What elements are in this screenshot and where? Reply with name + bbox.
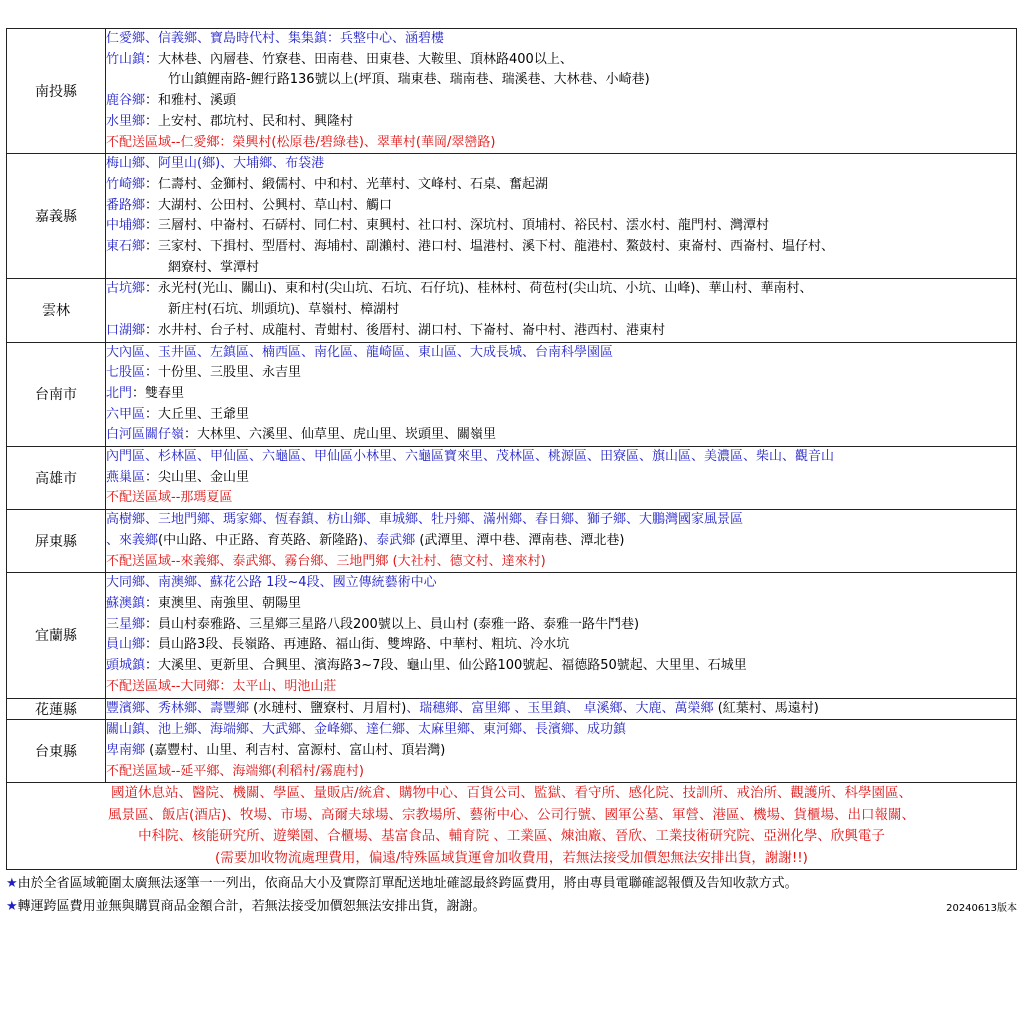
area-name: 東石鄉 [106, 239, 146, 255]
region-name: 花蓮縣 [7, 698, 106, 720]
star-icon: ★ [6, 876, 18, 892]
area-name: 竹山鎮 [106, 51, 146, 67]
area-detail: (嘉豐村、山里、利吉村、富源村、富山村、頂岩灣) [145, 742, 446, 758]
area-name: 、瑞穗鄉、富里鄉 、玉里鎮、 卓溪鄉、大鹿、萬榮鄉 [406, 700, 714, 716]
region-row [7, 720, 1017, 783]
area-line [106, 656, 1016, 677]
area-name: 大內區、玉井區、左鎮區、楠西區、南化區、龍崎區、東山區、大成長城、台南科學園區 [106, 344, 614, 360]
area-name: 、泰武鄉 [363, 532, 416, 548]
area-line [106, 425, 1016, 446]
region-areas [106, 698, 1017, 720]
star-icon: ★ [6, 899, 18, 915]
area-name: 關山鎮、池上鄉、海端鄉、大武鄉、金峰鄉、達仁鄉、太麻里鄉、東河鄉、長濱鄉、成功鎮 [106, 722, 627, 738]
area-detail: ：尖山里、金山里 [145, 469, 250, 485]
area-line [106, 154, 1016, 175]
area-name: 北門 [106, 385, 133, 401]
shipping-zone-document [6, 28, 1017, 918]
area-line [106, 447, 1016, 468]
region-areas [106, 447, 1017, 510]
region-row [7, 342, 1017, 447]
area-detail: ：員山村泰雅路、三星鄉三星路八段200號以上、員山村 (泰雅一路、泰雅一路牛鬥巷) [145, 616, 640, 632]
region-row [7, 279, 1017, 342]
area-line [106, 720, 1016, 741]
area-name: 中埔鄉 [106, 218, 146, 234]
area-line [106, 741, 1016, 762]
area-line [106, 615, 1016, 636]
area-name: 七股區 [106, 365, 146, 381]
area-line [106, 468, 1016, 489]
area-line [106, 510, 1016, 531]
area-line [106, 258, 1016, 279]
note-1 [6, 872, 1017, 895]
area-line [106, 762, 1016, 783]
region-areas [106, 279, 1017, 342]
region-row [7, 573, 1017, 698]
area-detail: ：雙春里 [132, 385, 185, 401]
area-name: 仁愛鄉、信義鄉、寶島時代村、集集鎮：兵整中心、涵碧樓 [106, 31, 445, 46]
area-line [106, 594, 1016, 615]
area-name: 古坑鄉 [106, 281, 146, 297]
area-name: 燕巢區 [106, 469, 146, 485]
area-name: 、來義鄉 [106, 532, 159, 548]
area-line [106, 175, 1016, 196]
area-detail: ：三層村、中崙村、石硦村、同仁村、東興村、社口村、深坑村、頂埔村、裕民村、澐水村、龍門村、灣潭村 [145, 218, 770, 234]
area-detail: ：東澳里、南強里、朝陽里 [145, 595, 302, 611]
area-name: 內門區、杉林區、甲仙區、六龜區、甲仙區小林里、六龜區寶來里、茂林區、桃源區、田寮區、旗山區、美濃區、柴山、觀音山 [106, 449, 835, 465]
area-detail: ：水井村、台子村、成龍村、青蚶村、後厝村、湖口村、下崙村、崙中村、港西村、港東村 [145, 322, 666, 338]
region-areas [106, 510, 1017, 573]
region-name: 高雄市 [7, 447, 106, 510]
area-line [106, 112, 1016, 133]
area-line [106, 405, 1016, 426]
region-name: 南投縣 [7, 29, 106, 154]
remote-area-table [6, 28, 1017, 870]
area-name: 員山鄉 [106, 637, 146, 653]
restricted-row [7, 783, 1017, 870]
restricted-line: 風景區、飯店(酒店)、牧場、市場、高爾夫球場、宗教場所、藝術中心、公司行號、國軍公墓、軍營、港區、機場、貨櫃場、出口報關、 [107, 806, 916, 823]
no-delivery-text: 不配送區域--延平鄉、海端鄉(利稻村/霧鹿村) [106, 763, 364, 779]
restricted-line: (需要加收物流處理費用，偏遠/特殊區域貨運會加收費用，若無法接受加價恕無法安排出貨，謝謝!!) [215, 849, 808, 866]
area-detail: ：上安村、郡坑村、民和村、興隆村 [145, 113, 354, 129]
area-line [106, 573, 1016, 594]
region-areas [106, 720, 1017, 783]
area-line [106, 216, 1016, 237]
area-detail: (武潭里、潭中巷、潭南巷、潭北巷) [415, 532, 625, 548]
note-text: 由於全省區域範圍太廣無法逐筆一一列出，依商品大小及實際訂單配送地址確認最終跨區費用，將由專員電聯確認報價及告知收款方式。 [17, 876, 798, 892]
region-areas [106, 154, 1017, 279]
area-line [106, 133, 1016, 154]
area-detail: (中山路、中正路、育英路、新隆路) [158, 532, 364, 548]
area-detail: ：十份里、三股里、永吉里 [145, 365, 302, 381]
area-name: 鹿谷鄉 [106, 93, 146, 109]
no-delivery-text: 不配送區域--仁愛鄉：榮興村(松原巷/碧綠巷)、翠華村(華岡/翠巒路) [106, 134, 496, 150]
region-name: 台南市 [7, 342, 106, 447]
area-line [106, 552, 1016, 573]
area-line [106, 50, 1016, 71]
version-label: 20240613版本 [946, 903, 1017, 915]
area-detail: ：仁壽村、金獅村、緞儒村、中和村、光華村、文峰村、石桌、奮起湖 [145, 176, 549, 192]
area-line [106, 29, 1016, 50]
area-detail: ：和雅村、溪頭 [145, 93, 237, 109]
area-detail: (紅葉村、馬遠村) [713, 700, 819, 716]
area-line [106, 300, 1016, 321]
area-line [106, 677, 1016, 698]
region-areas [106, 573, 1017, 698]
notes [6, 872, 1017, 918]
area-line [106, 699, 1016, 720]
region-name: 屏東縣 [7, 510, 106, 573]
area-line [106, 635, 1016, 656]
restricted-line: 中科院、核能研究所、遊樂園、合櫃場、基富食品、輔育院 、工業區、煉油廠、晉欣、工業技術研究院、亞洲化學、欣興電子 [138, 828, 885, 845]
area-line [106, 237, 1016, 258]
area-name: 豐濱鄉、秀林鄉、壽豐鄉 [106, 700, 250, 716]
area-line [106, 384, 1016, 405]
region-row [7, 154, 1017, 279]
area-line [106, 363, 1016, 384]
region-name: 嘉義縣 [7, 154, 106, 279]
area-detail: 竹山鎮鯉南路-鯉行路136號以上(坪頂、瑞東巷、瑞南巷、瑞溪巷、大林巷、小崎巷) [168, 72, 650, 88]
area-line [106, 531, 1016, 552]
area-detail: ：三家村、下揖村、型厝村、海埔村、副瀨村、港口村、塭港村、溪下村、龍港村、鰲鼓村、東崙村、西崙村、塭仔村、 [145, 239, 835, 255]
area-detail: ：大丘里、王爺里 [145, 406, 250, 422]
region-name: 雲林 [7, 279, 106, 342]
area-detail: 網寮村、掌潭村 [168, 259, 260, 275]
region-areas [106, 29, 1017, 154]
area-detail: 新庄村(石坑、圳頭坑)、草嶺村、樟湖村 [168, 302, 400, 318]
note-text: 轉運跨區費用並無與購買商品金額合計，若無法接受加價恕無法安排出貨，謝謝。 [17, 899, 486, 915]
area-name: 三星鄉 [106, 616, 146, 632]
area-name: 高樹鄉、三地門鄉、瑪家鄉、恆春鎮、枋山鄉、車城鄉、牡丹鄉、滿州鄉、春日鄉、獅子鄉、大鵬灣國家風景區 [106, 512, 744, 528]
area-name: 番路鄉 [106, 197, 146, 213]
area-line [106, 488, 1016, 509]
area-detail: (水璉村、鹽寮村、月眉村) [249, 700, 407, 716]
area-name: 卑南鄉 [106, 742, 146, 758]
area-line [106, 196, 1016, 217]
area-name: 頭城鎮 [106, 658, 146, 674]
no-delivery-text: 不配送區域--大同鄉：太平山、明池山莊 [106, 678, 337, 694]
area-detail: ：員山路3段、長嶺路、再連路、福山街、雙埤路、中華村、粗坑、冷水坑 [145, 637, 570, 653]
no-delivery-text: 不配送區域--來義鄉、泰武鄉、霧台鄉、三地門鄉 (大社村、德文村、達來村) [106, 553, 546, 569]
region-name: 宜蘭縣 [7, 573, 106, 698]
area-detail: ：大林里、六溪里、仙草里、虎山里、崁頭里、關嶺里 [184, 427, 497, 443]
area-name: 六甲區 [106, 406, 146, 422]
restricted-line: 國道休息站、醫院、機關、學區、量販店/統倉、購物中心、百貨公司、監獄、看守所、感化院、技訓所、戒治所、觀護所、科學園區、 [110, 785, 913, 802]
region-row [7, 510, 1017, 573]
area-detail: ：永光村(光山、關山)、東和村(尖山坑、石坑、石仔坑)、桂林村、荷苞村(尖山坑、小坑、山峰)、華山村、華南村、 [145, 281, 813, 297]
area-name: 大同鄉、南澳鄉、蘇花公路 1段~4段、國立傳統藝術中心 [106, 575, 437, 591]
area-line [106, 91, 1016, 112]
restricted-locations [7, 783, 1017, 870]
no-delivery-text: 不配送區域--那瑪夏區 [106, 490, 233, 506]
area-name: 水里鄉 [106, 113, 146, 129]
area-name: 口湖鄉 [106, 322, 146, 338]
area-name: 竹崎鄉 [106, 176, 146, 192]
area-detail: ：大溪里、更新里、合興里、濱海路3~7段、龜山里、仙公路100號起、福德路50號起、大里里、石城里 [145, 658, 747, 674]
region-row [7, 29, 1017, 154]
area-line [106, 343, 1016, 364]
area-line [106, 70, 1016, 91]
area-detail: ：大湖村、公田村、公興村、草山村、觸口 [145, 197, 393, 213]
region-row [7, 698, 1017, 720]
area-name: 白河區關仔嶺 [106, 427, 185, 443]
region-row [7, 447, 1017, 510]
note-2 [6, 895, 1017, 918]
area-line [106, 279, 1016, 300]
area-detail: ：大林巷、內層巷、竹寮巷、田南巷、田東巷、大鞍里、頂林路400以上、 [145, 51, 573, 67]
region-areas [106, 342, 1017, 447]
area-line [106, 321, 1016, 342]
region-name: 台東縣 [7, 720, 106, 783]
area-name: 蘇澳鎮 [106, 595, 146, 611]
area-name: 梅山鄉、阿里山(鄉)、大埔鄉、布袋港 [106, 156, 325, 172]
